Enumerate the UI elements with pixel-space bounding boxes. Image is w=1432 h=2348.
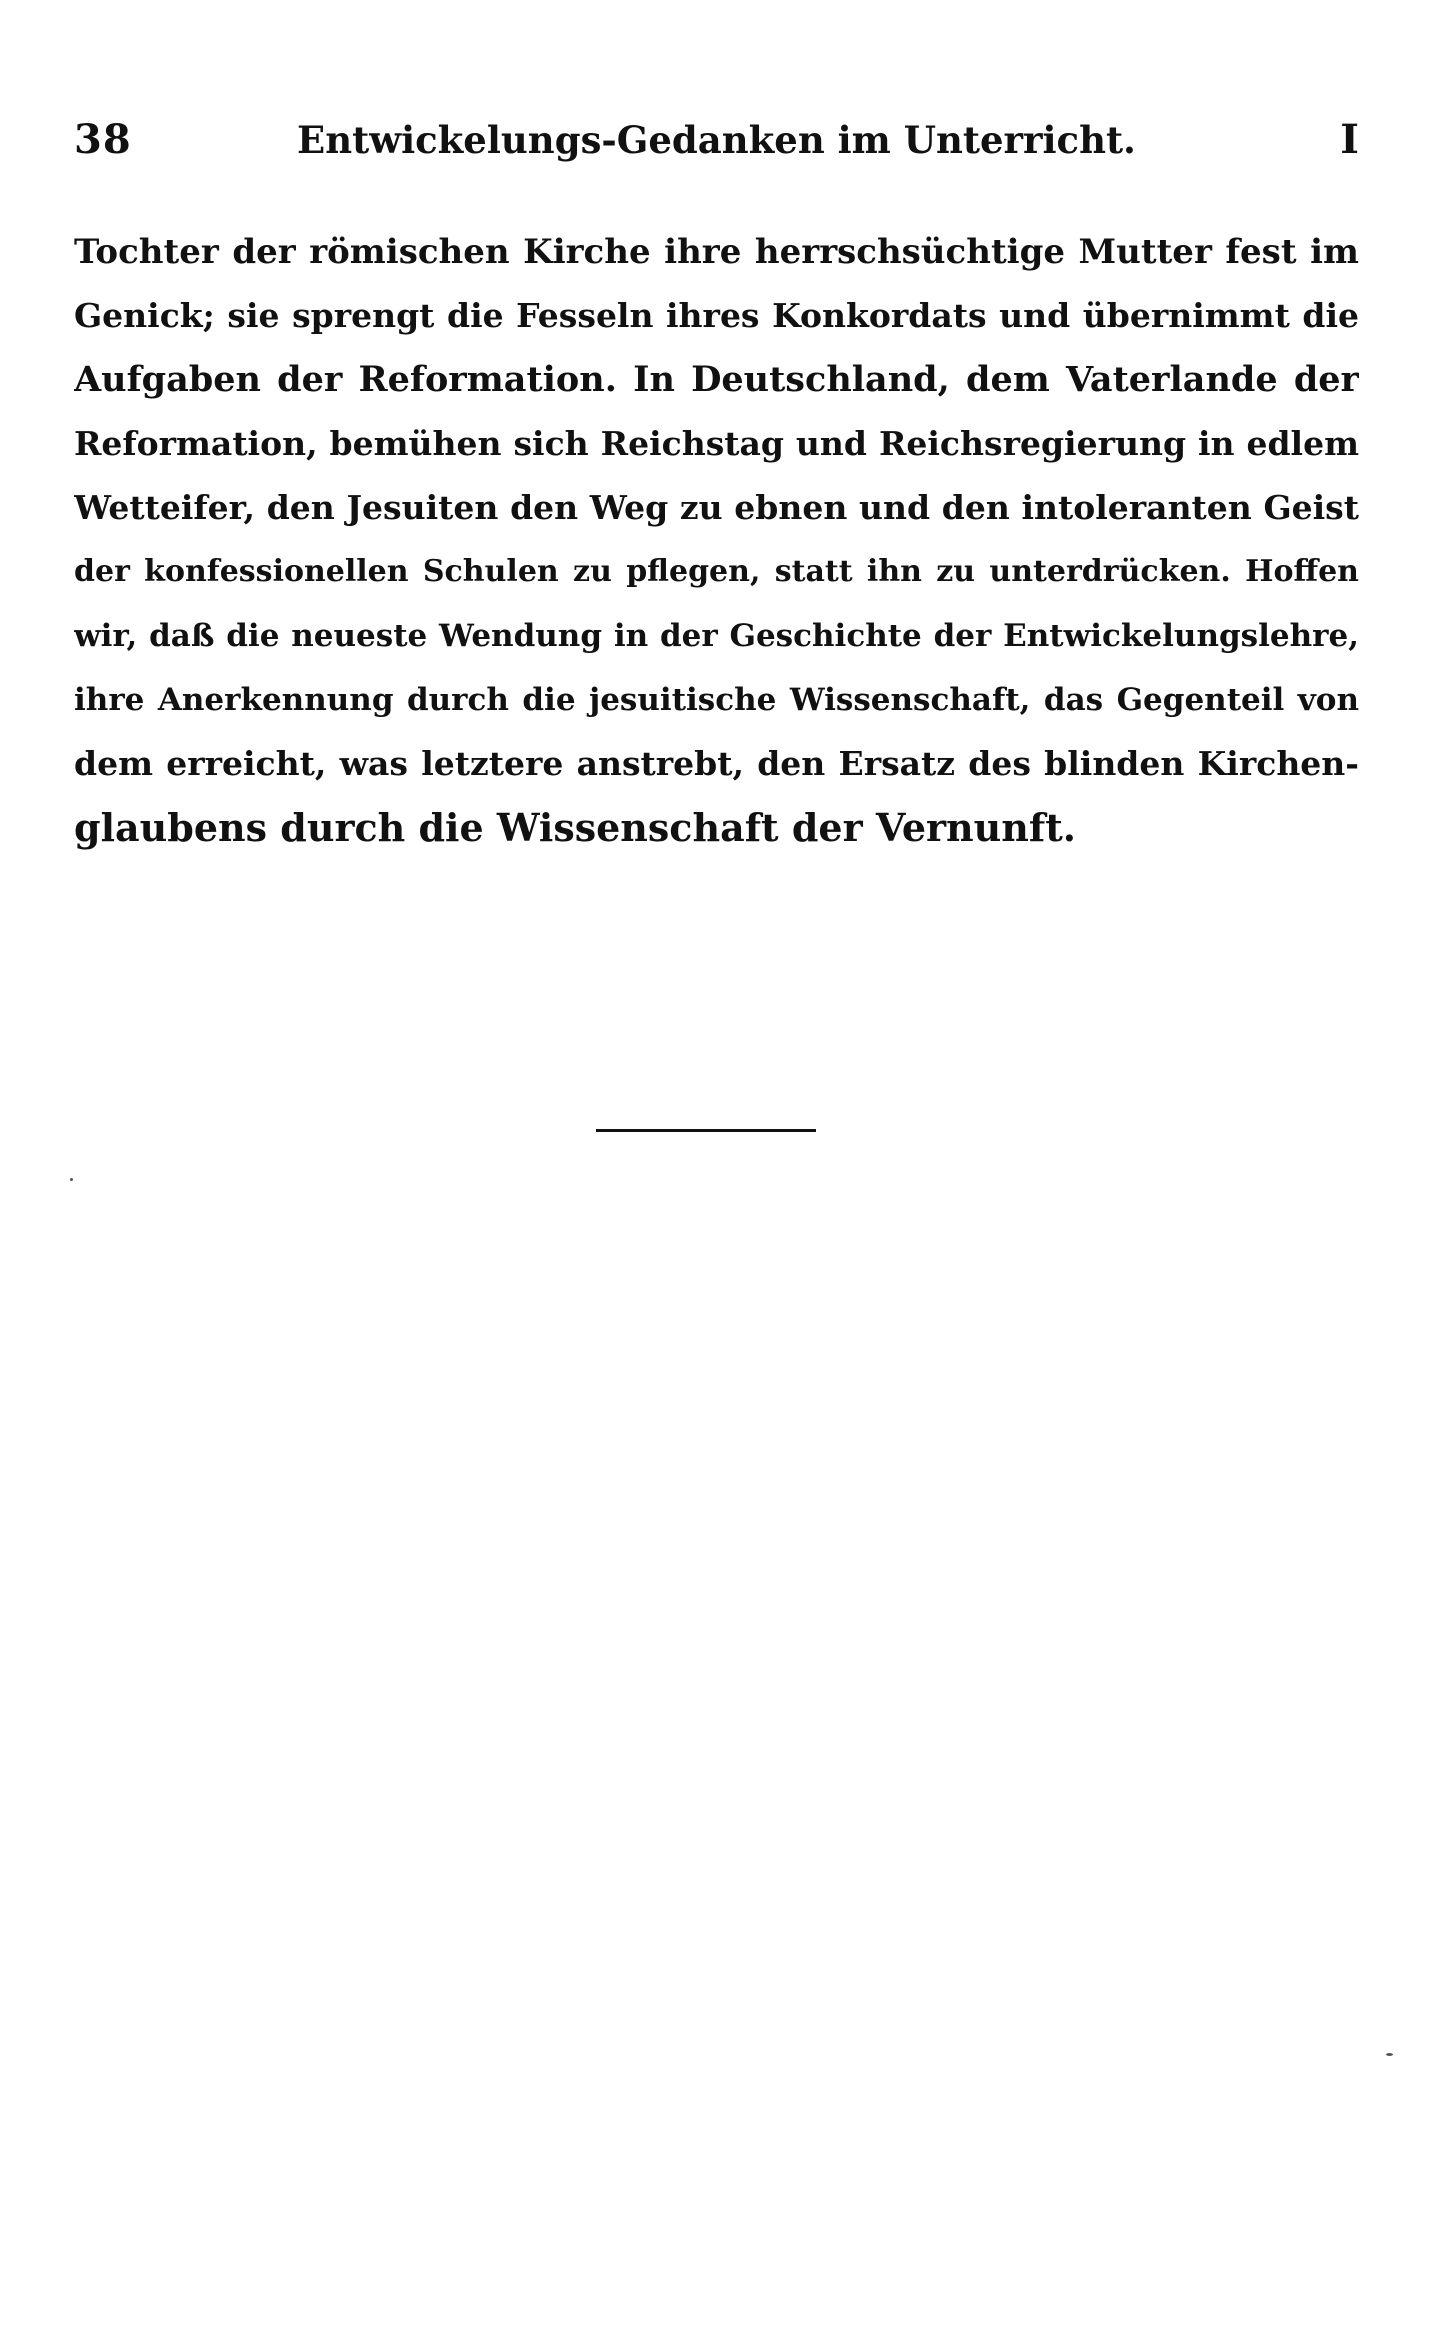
text-line: Reformation, bemühen sich Reichstag und Reichsregierung in edlem: [74, 424, 1359, 463]
running-head: [74, 116, 1359, 164]
scan-speck: [70, 1178, 73, 1181]
body-paragraph: [74, 220, 1359, 860]
text-line: ihre Anerkennung durch die jesuitische Wissenschaft, das Gegenteil von: [74, 682, 1359, 718]
text-line: dem erreicht, was letztere anstrebt, den Ersatz des blinden Kirchen-: [74, 744, 1359, 783]
scan-speck: [1386, 2053, 1393, 2056]
text-line: Tochter der römischen Kirche ihre herrschsüchtige Mutter fest im: [74, 232, 1359, 272]
text-line: Wetteifer, den Jesuiten den Weg zu ebnen und den intoleranten Geist: [74, 488, 1359, 527]
text-line: Genick; sie sprengt die Fesseln ihres Konkordats und übernimmt die: [74, 296, 1359, 335]
page-number: 38: [74, 116, 132, 163]
text-line: Aufgaben der Reformation. In Deutschland, dem Vaterlande der: [74, 359, 1359, 400]
text-line-last: glaubens durch die Wissenschaft der Vernunft.: [74, 805, 1077, 850]
section-numeral: I: [1340, 116, 1359, 163]
text-line: wir, daß die neueste Wendung in der Geschichte der Entwickelungslehre,: [74, 618, 1359, 654]
running-title: Entwickelungs-Gedanken im Unterricht.: [297, 118, 1136, 162]
text-line: der konfessionellen Schulen zu pflegen, statt ihn zu unterdrücken. Hoffen: [74, 554, 1359, 589]
end-rule-divider: [596, 1129, 816, 1132]
